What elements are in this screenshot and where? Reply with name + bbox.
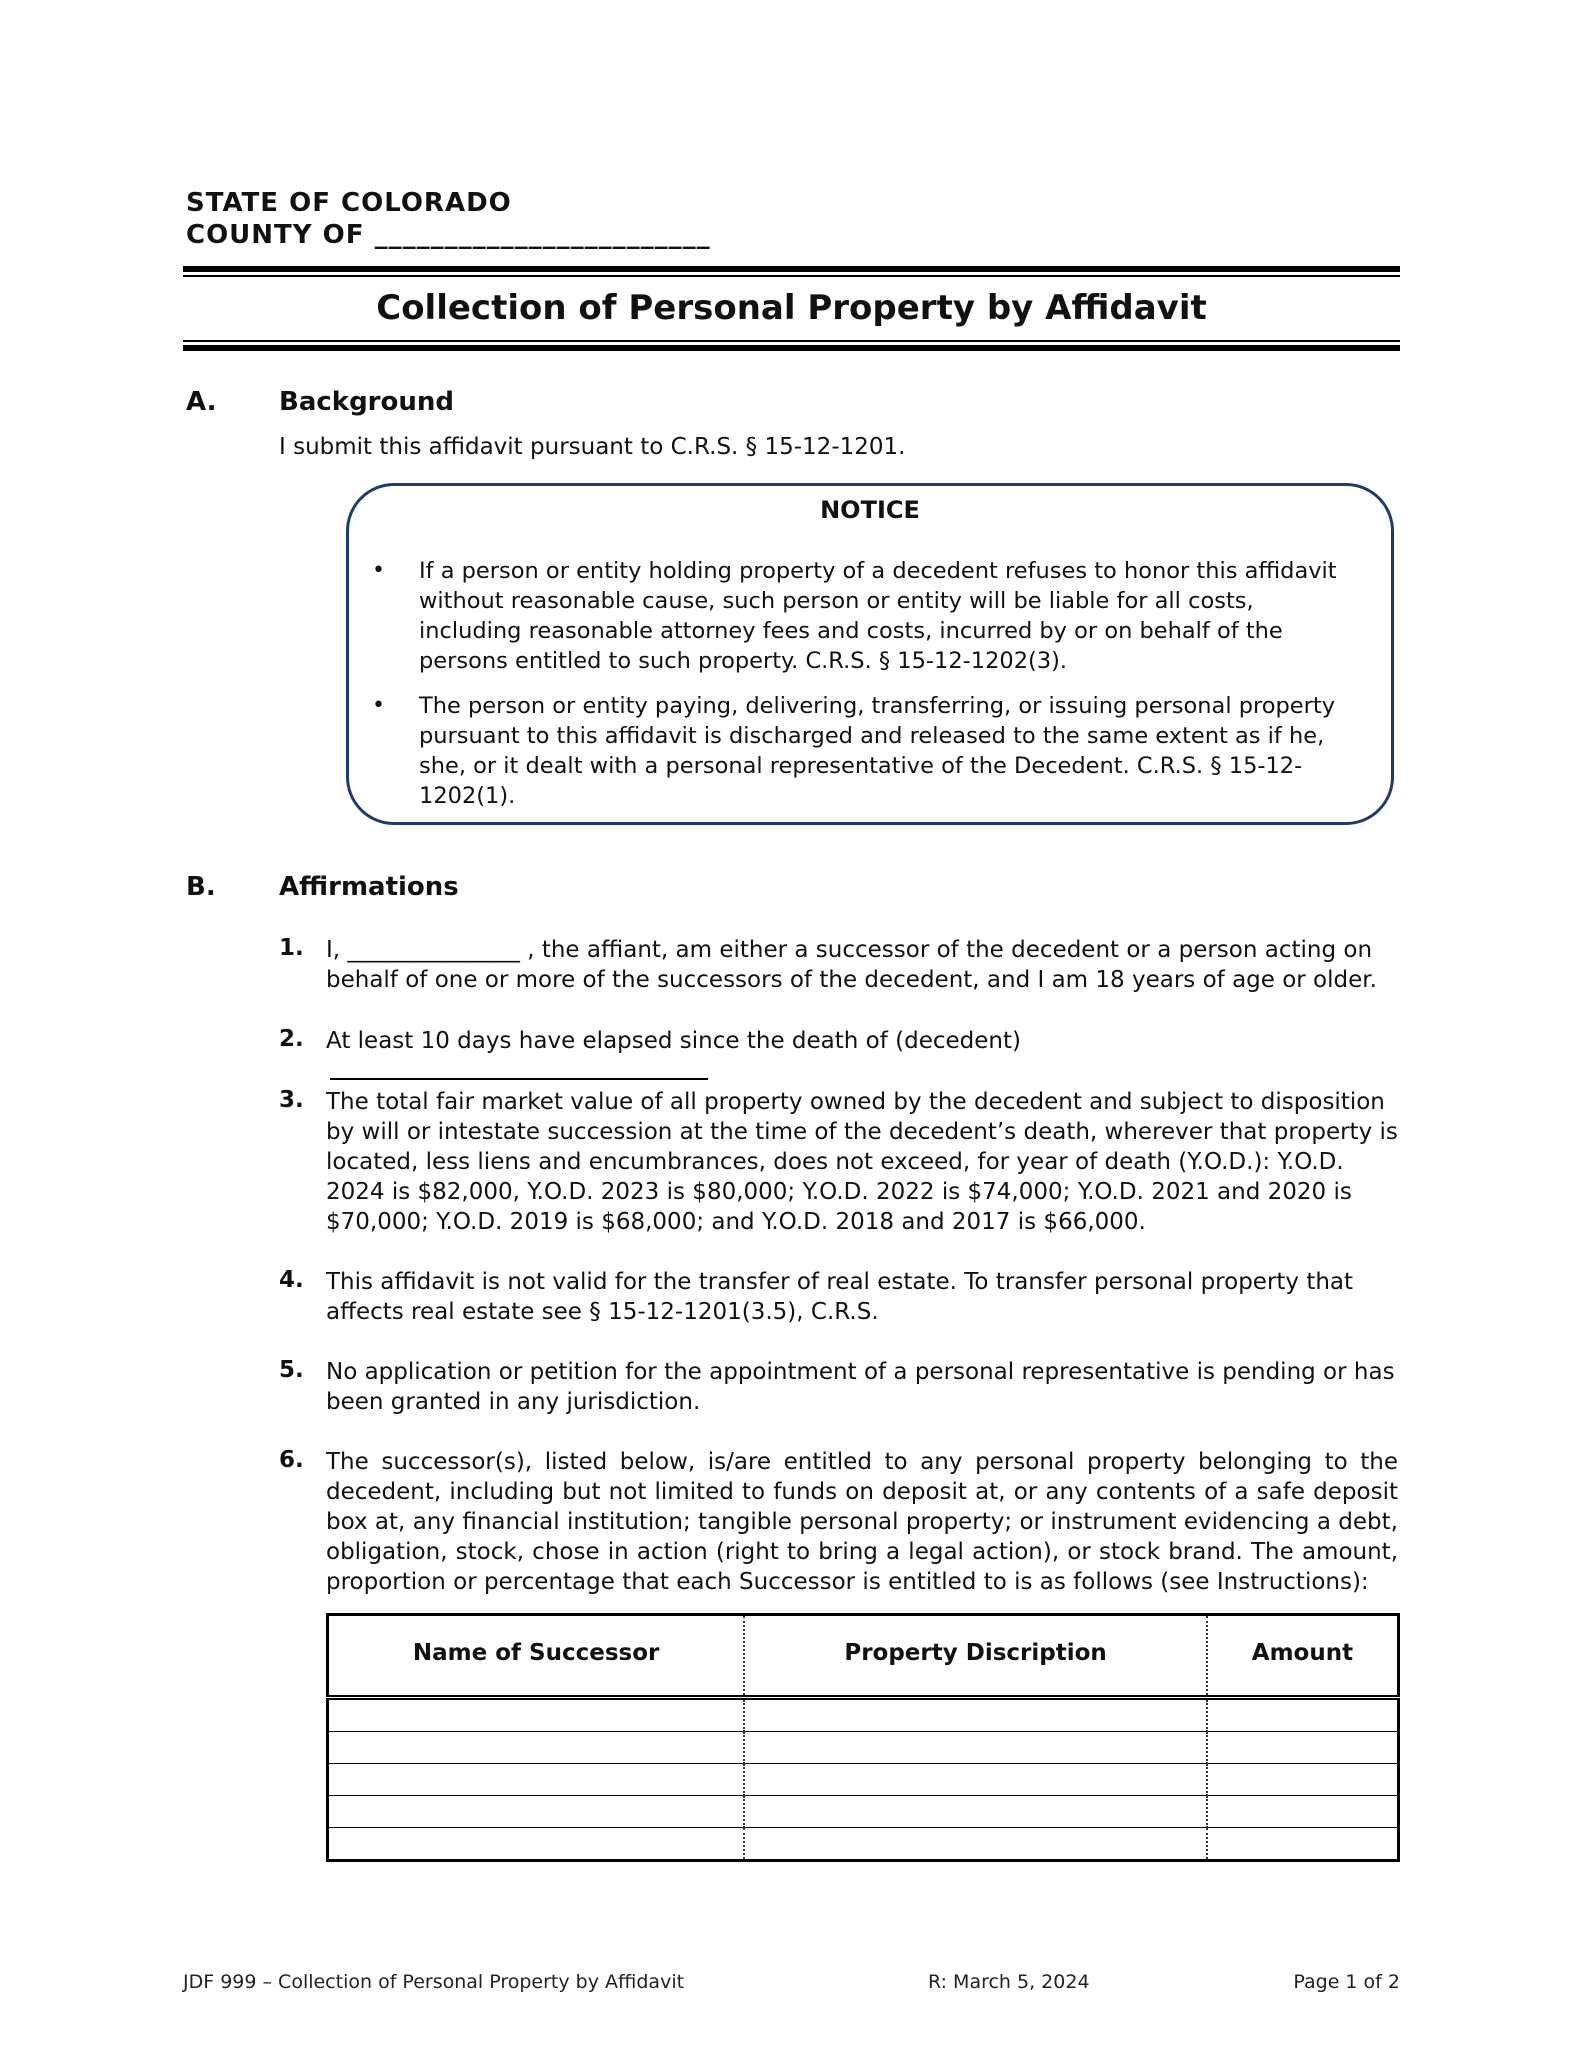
table-row xyxy=(328,1732,1399,1764)
item-1-number: 1. xyxy=(279,935,304,961)
footer-page-number: Page 1 of 2 xyxy=(1293,1971,1400,1993)
amount-cell[interactable] xyxy=(1207,1698,1399,1732)
notice-bullet-1-marker: • xyxy=(372,558,385,583)
header-amount: Amount xyxy=(1251,1640,1354,1666)
bottom-rule-thick xyxy=(183,345,1400,351)
notice-title: NOTICE xyxy=(820,496,920,524)
header-property-description: Property Discription xyxy=(744,1615,1207,1698)
property-description-cell[interactable] xyxy=(744,1796,1207,1828)
section-a-letter: A. xyxy=(186,387,217,417)
section-a-title: Background xyxy=(279,387,454,417)
section-b-title: Affirmations xyxy=(279,872,459,902)
bottom-rule-thin xyxy=(183,340,1400,342)
footer-revision-date: R: March 5, 2024 xyxy=(928,1971,1090,1993)
notice-bullet-1: If a person or entity holding property of a decedent refuses to honor this affidavit without reasonable cause, such person or entity will be liable for all costs, including reasonable attorney fees and costs, incurred by or on behalf of the persons entitled to such property. C.R.S. § 15-12-1202(3). xyxy=(419,558,1337,674)
county-label: COUNTY OF ________________________ xyxy=(186,220,711,250)
successor-name-cell[interactable] xyxy=(328,1796,745,1828)
table-row xyxy=(328,1764,1399,1796)
item-4-number: 4. xyxy=(279,1267,304,1293)
notice-bullet-2: The person or entity paying, delivering, transferring, or issuing personal property pursuant to this affidavit is discharged and released to the same extent as if he, she, or it dealt with a personal representative of the Decedent. C.R.S. § 15-12-1202(1). xyxy=(419,693,1336,809)
property-description-cell[interactable] xyxy=(744,1732,1207,1764)
amount-cell[interactable] xyxy=(1207,1796,1399,1828)
item-2-number: 2. xyxy=(279,1026,304,1052)
property-description-cell[interactable] xyxy=(744,1828,1207,1861)
footer-form-id: JDF 999 – Collection of Personal Property by Affidavit xyxy=(183,1971,685,1993)
successor-table xyxy=(326,1613,1400,1862)
item-6-number: 6. xyxy=(279,1447,304,1473)
item-3-text: The total fair market value of all property owned by the decedent and subject to disposition by will or intestate succession at the time of the decedent’s death, wherever that property is located, less liens and encumbrances, does not exceed, for year of death (Y.O.D.): Y.O.D. 2024 is $82,000, Y.O.D. 2023 is $80,000; Y.O.D. 2022 is $74,000; Y.O.D. 2021 and 2020 is $70,000; Y.O.D. 2019 is $68,000; and Y.O.D. 2018 and 2017 is $66,000. xyxy=(326,1089,1398,1235)
table-row xyxy=(328,1828,1399,1861)
item-2 xyxy=(326,1026,1398,1088)
table-header-row xyxy=(328,1615,1399,1698)
successor-name-cell[interactable] xyxy=(328,1732,745,1764)
item-3-number: 3. xyxy=(279,1087,304,1113)
successor-name-cell[interactable] xyxy=(328,1828,745,1861)
top-rule-thick xyxy=(183,266,1400,272)
item-1-text: I, _______________ , the affiant, am either a successor of the decedent or a person acting on behalf of one or more of the successors of the decedent, and I am 18 years of age or older. xyxy=(326,937,1377,993)
successor-name-cell[interactable] xyxy=(328,1698,745,1732)
notice-bullet-2-marker: • xyxy=(372,693,385,718)
property-description-cell[interactable] xyxy=(744,1764,1207,1796)
header-name-of-successor: Name of Successor xyxy=(328,1615,745,1698)
amount-cell[interactable] xyxy=(1207,1732,1399,1764)
item-4-text: This affidavit is not valid for the transfer of real estate. To transfer personal property that affects real estate see § 15-12-1201(3.5), C.R.S. xyxy=(326,1269,1354,1325)
state-label: STATE OF COLORADO xyxy=(186,188,512,218)
document-title: Collection of Personal Property by Affidavit xyxy=(376,288,1207,328)
table-row xyxy=(328,1796,1399,1828)
section-a-text: I submit this affidavit pursuant to C.R.S. § 15-12-1201. xyxy=(279,434,906,460)
amount-cell[interactable] xyxy=(1207,1828,1399,1861)
table-row xyxy=(328,1698,1399,1732)
property-description-cell[interactable] xyxy=(744,1698,1207,1732)
amount-cell[interactable] xyxy=(1207,1764,1399,1796)
item-6-text: The successor(s), listed below, is/are entitled to any personal property belonging to the decedent, including but not limited to funds on deposit at, or any contents of a safe deposit box at, any financial institution; tangible personal property; or instrument evidencing a debt, obligation, stock, chose in action (right to bring a legal action), or stock brand. The amount, proportion or percentage that each Successor is entitled to is as follows (see Instructions): xyxy=(326,1449,1398,1595)
item-5-number: 5. xyxy=(279,1357,304,1383)
top-rule-thin xyxy=(183,275,1400,277)
successor-name-cell[interactable] xyxy=(328,1764,745,1796)
decedent-name-field[interactable] xyxy=(330,1056,708,1080)
section-b-letter: B. xyxy=(186,872,216,902)
item-5-text: No application or petition for the appointment of a personal representative is pending or has been granted in any jurisdiction. xyxy=(326,1359,1395,1415)
item-2-text: At least 10 days have elapsed since the death of (decedent) xyxy=(326,1028,1021,1054)
